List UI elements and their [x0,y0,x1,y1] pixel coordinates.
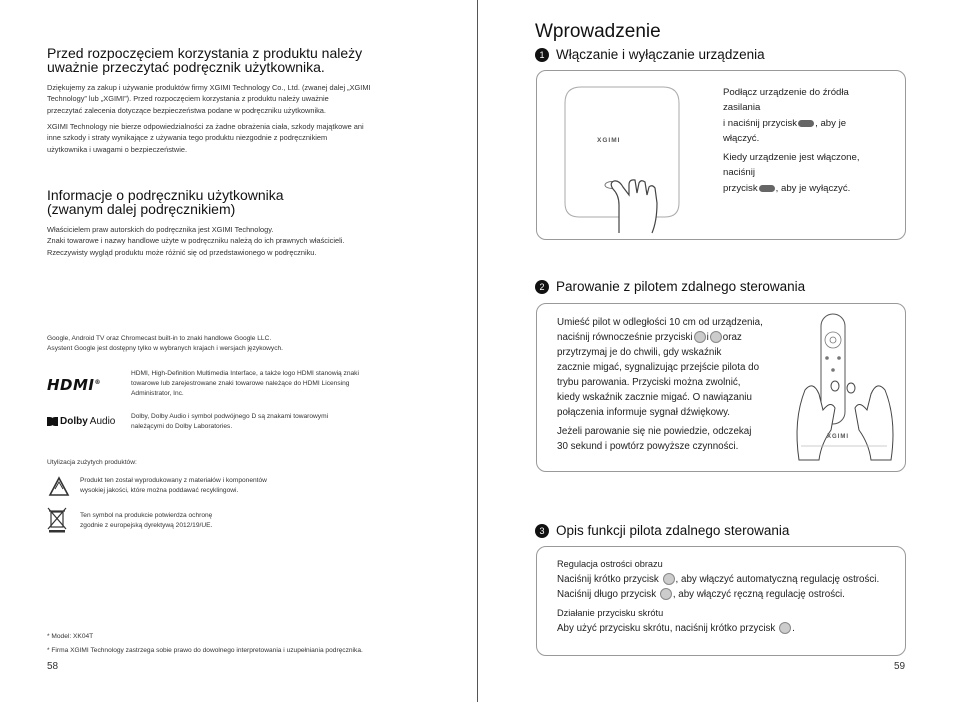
recycling-title: Utylizacja zużytych produktów: [47,459,137,466]
power-button-icon [759,185,775,192]
focus-subheading: Regulacja ostrości obrazu [557,559,663,569]
section-1-heading: 1 Włączanie i wyłączanie urządzenia [535,47,765,62]
back-button-icon [710,331,722,343]
device-logo-xgimi: XGIMI [827,434,850,440]
heading-manual-info: Informacje o podręczniku użytkownika (zwanym dalej podręcznikiem) [47,187,284,217]
hdmi-trademark-text: HDMI, High-Definition Multimedia Interface, a także logo HDMI stanowią znaki towarowe lub zarejestrowane znaki towarowe należące do HDMI Licensing Administrator, Inc. [131,370,359,397]
section-number-badge: 2 [535,280,549,294]
section-3-heading: 3 Opis funkcji pilota zdalnego sterowania [535,523,789,538]
copyright-paragraph: Właścicielem praw autorskich do podręcznika jest XGIMI Technology. Znaki towarowe i nazwy handlowe użyte w podręczniku należą do ich prawnych właścicieli. Rzeczywisty wygląd produktu może różnić się od przedstawionego w podręczniku. [47,225,345,257]
dolby-audio-logo: Dolby Audio [47,416,115,427]
section-2-box [536,303,906,472]
home-button-icon [694,331,706,343]
heading-before-use: Przed rozpoczęciem korzystania z produktu należy uważnie przeczytać podręcznik użytkownika. [47,45,363,75]
weee-text: Ten symbol na produkcie potwierdza ochronę zgodnie z europejską dyrektywą 2012/19/UE. [80,512,213,529]
device-logo-xgimi: XGIMI [597,137,621,144]
projector-power-illustration [557,83,697,235]
hdmi-logo: HDMI® [47,376,102,394]
power-button-icon [798,120,814,127]
recycle-icon [47,476,71,498]
recycle-text: Produkt ten został wyprodukowany z materiałów i komponentów wysokiej jakości, które można poddawać recyklingowi. [80,477,267,494]
weee-bin-icon [47,507,67,533]
google-trademark-text: Google, Android TV oraz Chromecast built-in to znaki handlowe Google LLC. Asystent Google jest dostępny tylko w wybranych krajach i wersjach językowych. [47,335,284,352]
dolby-double-d-icon [47,417,58,426]
remote-pairing-illustration [791,310,899,467]
section-number-badge: 3 [535,524,549,538]
shortcut-button-icon [779,622,791,634]
liability-paragraph: XGIMI Technology nie bierze odpowiedzialności za żadne obrażenia ciała, szkody majątkowe ani inne szkody i straty wynikające z używania tego produktu niezgodnie z podręcznikiem użytkownika i uwagami o bezpieczeństwie. [47,122,364,154]
page-number-left: 58 [47,661,59,672]
intro-paragraph: Dziękujemy za zakup i używanie produktów firmy XGIMI Technology Co., Ltd. (zwanej dalej „XGIMI Technology” lub „XGIMI”). Przed rozpoczęciem korzystania z produktu należy uważnie przeczytać zalecenia dotyczące bezpieczeństwa podane w podręczniku użytkownika. [47,83,371,115]
section-3-box [536,546,906,656]
focus-button-icon [660,588,672,600]
power-instructions: Podłącz urządzenie do źródła zasilania i naciśnij przycisk , aby je włączyć. Kiedy urządzenie jest włączone, naciśnij przycisk , aby je wyłączyć. [723,87,860,194]
focus-button-icon [663,573,675,585]
pairing-instructions: Umieść pilot w odległości 10 cm od urządzenia, naciśnij równocześnie przyciski i oraz przytrzymaj je do chwili, gdy wskaźnik zacznie migać, sygnalizując przejście pilota do trybu parowania. Przyciski można zwolnić, kiedy wskaźnik zacznie migać. O nawiązaniu połączenia informuje sygnał dźwiękowy. Jeżeli parowanie się nie powiedzie, odczekaj 30 sekund i powtórz powyższe czynności. [557,317,763,452]
shortcut-subheading: Działanie przycisku skrótu [557,608,664,618]
rights-footnote: * Firma XGIMI Technology zastrzega sobie prawo do dowolnego interpretowania i uzupełniania podręcznika. [47,647,363,654]
model-note: * Model: XK04T [47,633,94,640]
section-number-badge: 1 [535,48,549,62]
dolby-trademark-text: Dolby, Dolby Audio i symbol podwójnego D są znakami towarowymi należącymi do Dolby Laboratories. [131,413,329,430]
section-1-box [536,70,906,240]
page-title: Wprowadzenie [535,21,661,42]
page-number-right: 59 [894,661,906,672]
section-2-heading: 2 Parowanie z pilotem zdalnego sterowania [535,279,805,294]
remote-functions-text: Regulacja ostrości obrazu Naciśnij krótko przycisk , aby włączyć automatyczną regulację ostrości. Naciśnij długo przycisk , aby włączyć ręczną regulację ostrości. Działanie przycisku skrótu Aby użyć przycisku skrótu, naciśnij krótko przycisk . [557,557,902,636]
book-spine [477,0,478,702]
